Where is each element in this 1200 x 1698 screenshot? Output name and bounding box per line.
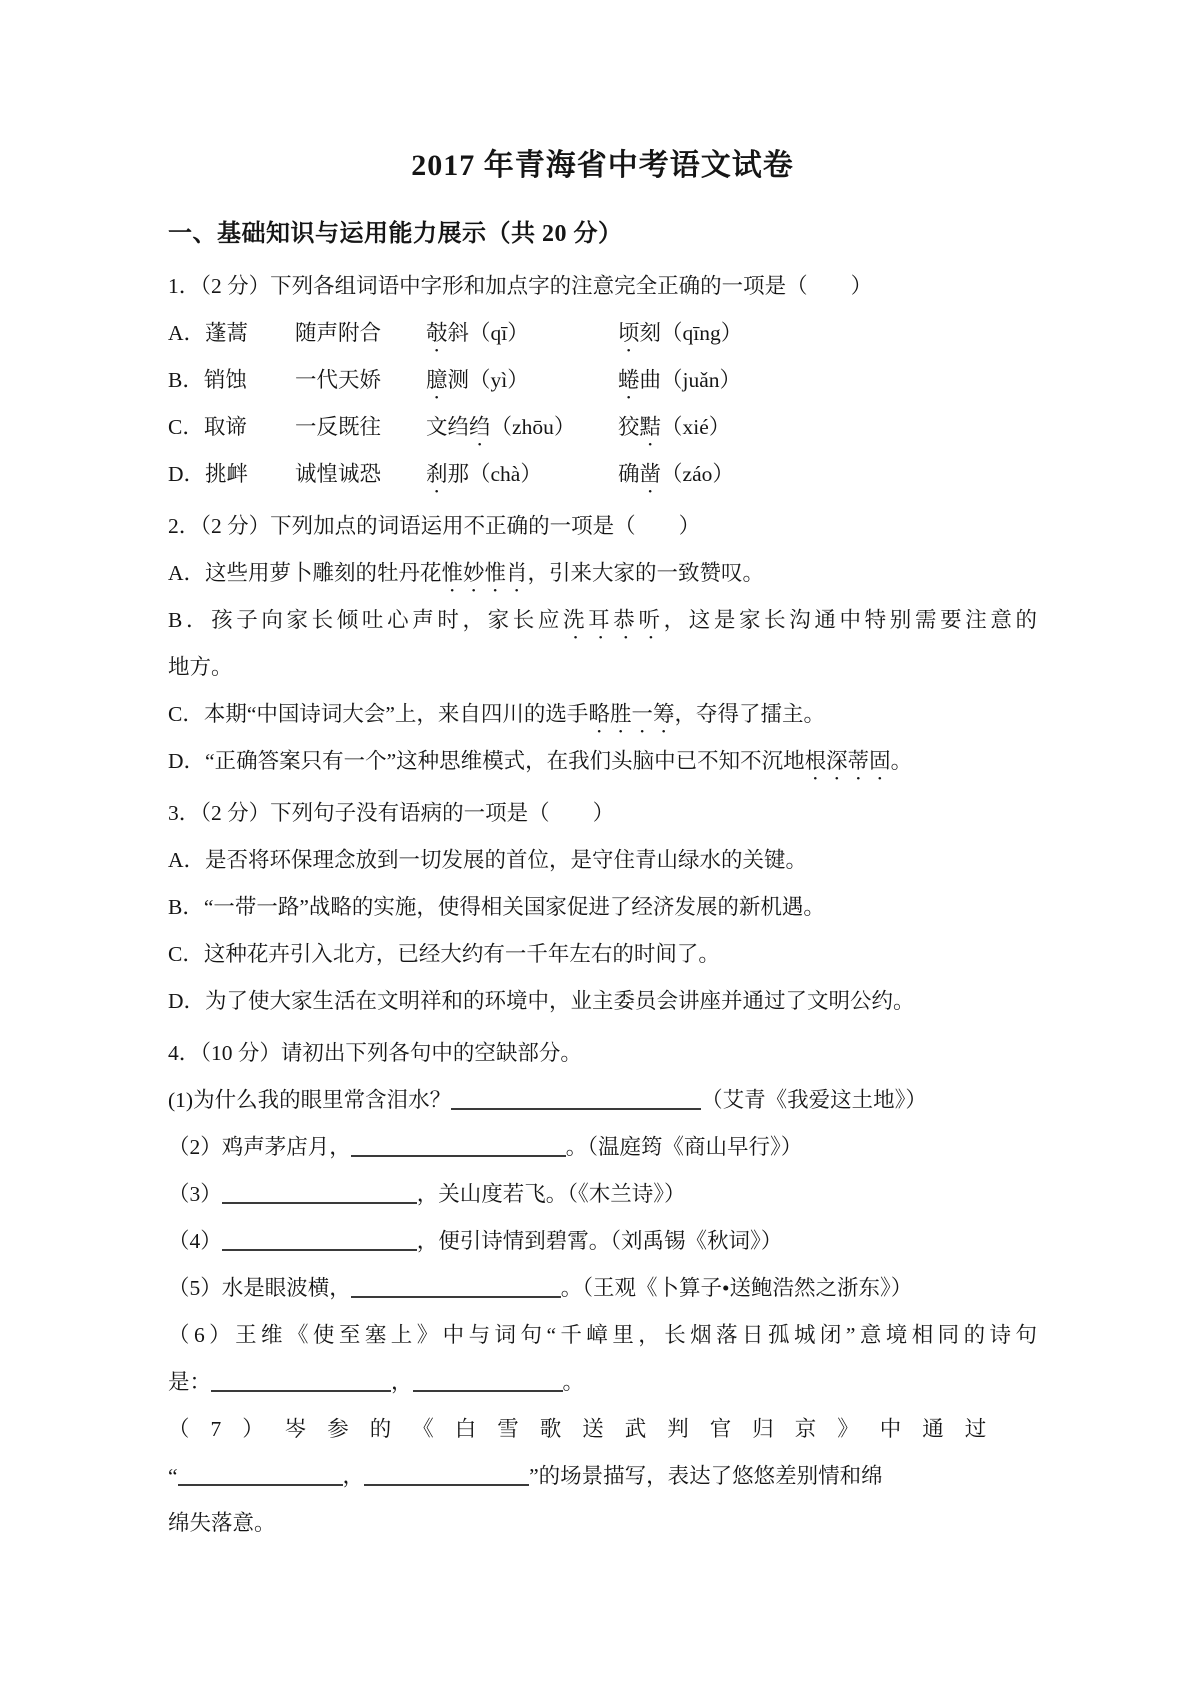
text-run: （zhōu） (490, 415, 576, 439)
q2-option-b-line2 (168, 644, 1037, 691)
q2-option-a (168, 550, 1037, 597)
emphasized-text: 洗耳恭听 (563, 608, 664, 632)
q4-item-1 (168, 1077, 1037, 1124)
text-run: C．这种花卉引入北方，已经大约有一千年左右的时间了。 (168, 942, 720, 966)
text-run: ，引来大家的一致赞叹。 (527, 561, 765, 585)
document-lines (168, 263, 1037, 1547)
text-run: D．“正确答案只有一个”这种思维模式，在我们头脑中已不知不沉地 (168, 749, 805, 773)
q1-option-b-col4 (618, 357, 1037, 404)
text-run: ”的场景描写，表达了悠悠差别情和绵 (529, 1464, 883, 1488)
answer-blank (351, 1276, 561, 1298)
paper-title: 2017 年青海省中考语文试卷 (411, 149, 794, 182)
q1-option-c (168, 404, 1037, 451)
emphasized-text: 根深蒂固 (804, 749, 891, 773)
q3-option-c (168, 931, 1037, 978)
q1-option-b-col1 (168, 357, 295, 404)
q1-option-a-col2 (295, 310, 426, 357)
text-run: （xié） (661, 415, 731, 439)
text-run: ，便引诗情到碧霄。（刘禹锡《秋词》） (416, 1229, 783, 1253)
text-run: “ (168, 1464, 178, 1488)
q1-option-a-col1 (168, 310, 295, 357)
answer-blank (178, 1464, 343, 1486)
q3-option-a (168, 837, 1037, 884)
text-run: 是： (168, 1370, 212, 1394)
text-run: （3） (168, 1182, 222, 1206)
text-run: A．是否将环保理念放到一切发展的首位，是守住青山绿水的关键。 (168, 848, 808, 872)
emphasized-text: 攲 (426, 321, 448, 345)
q1-option-d (168, 451, 1037, 498)
text-run: （7）岑参的《白雪歌送武判官归京》中通过 (168, 1417, 1008, 1441)
emphasized-text: 顷 (618, 321, 640, 345)
q1-option-b (168, 357, 1037, 404)
text-run: A．蓬蒿 (168, 321, 249, 345)
text-run: 地方。 (168, 655, 233, 679)
q1-option-c-col1 (168, 404, 295, 451)
q1-option-c-col4 (618, 404, 1037, 451)
text-run: 斜（qī） (447, 321, 529, 345)
q1-option-d-col1 (168, 451, 295, 498)
answer-blank (211, 1370, 391, 1392)
answer-blank (222, 1182, 417, 1204)
q1-option-b-col2 (295, 357, 426, 404)
q3-option-d (168, 978, 1037, 1025)
emphasized-text: 刹 (426, 462, 448, 486)
q2-option-b-line1 (168, 597, 1037, 644)
text-run: 测（yì） (447, 368, 529, 392)
text-run: 曲（juǎn） (639, 368, 742, 392)
emphasized-text: 蜷 (618, 368, 640, 392)
q2-option-c (168, 691, 1037, 738)
emphasized-text: 绉 (469, 415, 491, 439)
text-run: （艾青《我爱这土地》） (701, 1088, 927, 1112)
text-run: D．为了使大家生活在文明祥和的环境中，业主委员会讲座并通过了文明公约。 (168, 989, 915, 1013)
text-run: 1．（2 分）下列各组词语中字形和加点字的注意完全正确的一项是（ ） (168, 274, 873, 298)
text-run: 诚惶诚恐 (295, 462, 382, 486)
q1-option-a-col4 (618, 310, 1037, 357)
q4-item-6-line2 (168, 1359, 1037, 1406)
text-run: （2）鸡声茅店月， (168, 1135, 351, 1159)
answer-blank (413, 1370, 563, 1392)
q4-item-5 (168, 1265, 1037, 1312)
text-run: 4．（10 分）请初出下列各句中的空缺部分。 (168, 1041, 582, 1065)
q1-option-d-col2 (295, 451, 426, 498)
q1-stem (168, 263, 1037, 310)
text-run: 。 (562, 1370, 585, 1394)
q4-item-7-line1 (168, 1406, 1037, 1453)
text-run: B．销蚀 (168, 368, 247, 392)
q4-item-2 (168, 1124, 1037, 1171)
q3-stem (168, 790, 1037, 837)
q4-item-4 (168, 1218, 1037, 1265)
answer-blank (451, 1088, 701, 1110)
text-run: C．取谛 (168, 415, 247, 439)
text-run: 。（温庭筠《商山早行》） (565, 1135, 803, 1159)
text-run: B．“一带一路”战略的实施，使得相关国家促进了经济发展的新机遇。 (168, 895, 825, 919)
text-run: 绵失落意。 (168, 1511, 276, 1535)
q4-stem (168, 1030, 1037, 1077)
text-run: 一反既往 (295, 415, 382, 439)
text-run: 文绉 (426, 415, 470, 439)
text-run: 随声附合 (295, 321, 382, 345)
answer-blank (351, 1135, 566, 1157)
text-run: 。 (890, 749, 913, 773)
text-run: ， (342, 1464, 365, 1488)
text-run: 2．（2 分）下列加点的词语运用不正确的一项是（ ） (168, 514, 701, 538)
q1-option-b-col3 (426, 357, 618, 404)
emphasized-text: 黠 (639, 415, 662, 439)
q2-option-d (168, 738, 1037, 785)
text-run: ，这是家长沟通中特别需要注意的 (663, 608, 1037, 632)
q1-option-a (168, 310, 1037, 357)
text-run: 。（王观《卜算子•送鲍浩然之浙东》） (560, 1276, 913, 1300)
text-run: 刻（qīng） (639, 321, 743, 345)
answer-blank (222, 1229, 417, 1251)
text-run: ， (391, 1370, 413, 1394)
section-heading: 一、基础知识与运用能力展示（共 20 分） (168, 221, 623, 247)
q4-item-7-line2 (168, 1453, 1037, 1500)
text-run: 一代天娇 (295, 368, 382, 392)
text-run: 确 (618, 462, 640, 486)
q4-item-3 (168, 1171, 1037, 1218)
q4-item-7-line3 (168, 1500, 1037, 1547)
emphasized-text: 臆 (426, 368, 448, 392)
q1-option-c-col2 (295, 404, 426, 451)
text-run: 那（chà） (447, 462, 542, 486)
text-run: （5）水是眼波横， (168, 1276, 351, 1300)
emphasized-text: 略胜一筹 (588, 702, 675, 726)
text-run: （4） (168, 1229, 222, 1253)
text-run: ，关山度若飞。（《木兰诗》） (416, 1182, 686, 1206)
text-run: 3．（2 分）下列句子没有语病的一项是（ ） (168, 801, 615, 825)
q3-option-b (168, 884, 1037, 931)
text-run: C．本期“中国诗词大会”上，来自四川的选手 (168, 702, 589, 726)
text-run: 狡 (618, 415, 640, 439)
emphasized-text: 惟妙惟肖 (441, 561, 528, 585)
q1-option-d-col4 (618, 451, 1037, 498)
text-run: （6）王维《使至塞上》中与词句“千嶂里，长烟落日孤城闭”意境相同的诗句 (168, 1323, 1037, 1347)
q1-option-a-col3 (426, 310, 618, 357)
q2-stem (168, 503, 1037, 550)
text-run: ，夺得了擂主。 (674, 702, 825, 726)
answer-blank (364, 1464, 529, 1486)
q4-item-6-line1 (168, 1312, 1037, 1359)
q1-option-d-col3 (426, 451, 618, 498)
text-run: （záo） (661, 462, 734, 486)
text-run: A．这些用萝卜雕刻的牡丹花 (168, 561, 442, 585)
text-run: D．挑衅 (168, 462, 249, 486)
text-run: (1)为什么我的眼里常含泪水？ (168, 1088, 452, 1112)
q1-option-c-col3 (426, 404, 618, 451)
text-run: B．孩子向家长倾吐心声时，家长应 (168, 608, 564, 632)
emphasized-text: 凿 (639, 462, 662, 486)
